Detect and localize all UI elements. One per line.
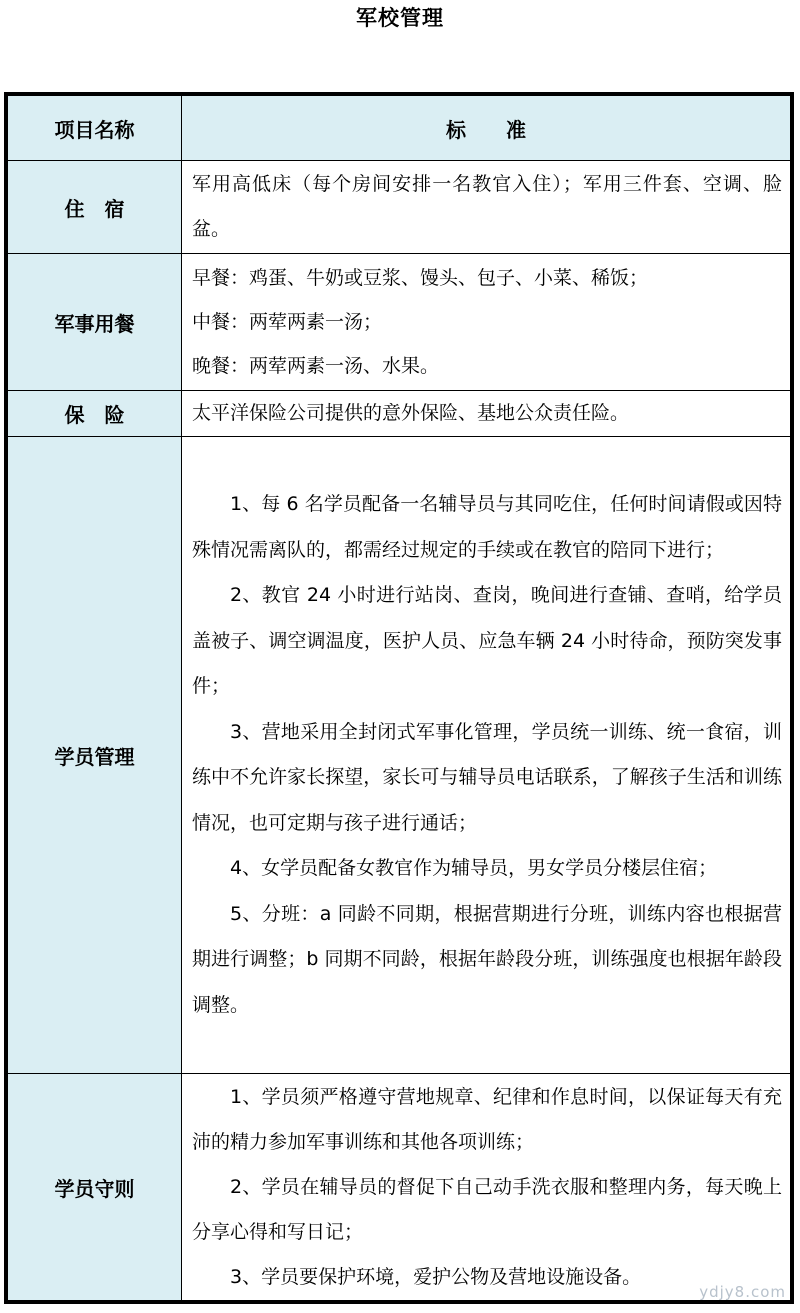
rules-item-3: 3、学员要保护环境，爱护公物及营地设施设备。 — [230, 1265, 642, 1288]
table-row-meals — [8, 254, 791, 391]
row-label-meals: 军事用餐 — [8, 254, 182, 391]
management-item-2: 2、教官 24 小时进行站岗、查岗，晚间进行查铺、查哨，给学员盖被子、调空调温度，医护人员、应急车辆 24 小时待命，预防突发事件； — [192, 584, 782, 697]
meal-lunch: 中餐：两荤两素一汤； — [192, 311, 383, 333]
header-standard: 标 准 — [182, 96, 791, 161]
table-header-row — [8, 96, 791, 161]
row-label-management: 学员管理 — [8, 437, 182, 1074]
row-content-insurance — [182, 391, 791, 437]
management-item-4: 4、女学员配备女教官作为辅导员，男女学员分楼层住宿； — [230, 857, 718, 879]
lodging-text: 军用高低床（每个房间安排一名教官入住）；军用三件套、空调、脸盆。 — [192, 173, 782, 240]
meal-dinner: 晚餐：两荤两素一汤、水果。 — [192, 355, 440, 377]
row-label-lodging: 住 宿 — [8, 161, 182, 254]
management-item-3: 3、营地采用全封闭式军事化管理，学员统一训练、统一食宿，训练中不允许家长探望，家长可与辅导员电话联系，了解孩子生活和训练情况，也可定期与孩子进行通话； — [192, 720, 782, 834]
row-label-rules: 学员守则 — [8, 1074, 182, 1301]
insurance-text: 太平洋保险公司提供的意外保险、基地公众责任险。 — [192, 402, 630, 424]
row-content-lodging — [182, 161, 791, 254]
row-content-meals — [182, 254, 791, 391]
management-item-1: 1、每 6 名学员配备一名辅导员与其同吃住，任何时间请假或因特殊情况需离队的，都需经过规定的手续或在教官的陪同下进行； — [192, 493, 782, 561]
table-row-management — [8, 437, 791, 1074]
meal-breakfast: 早餐：鸡蛋、牛奶或豆浆、馒头、包子、小菜、稀饭； — [192, 267, 649, 289]
rules-item-2: 2、学员在辅导员的督促下自己动手洗衣服和整理内务，每天晚上分享心得和写日记； — [192, 1175, 782, 1243]
table-row-rules — [8, 1074, 791, 1301]
page-title: 军校管理 — [356, 6, 444, 30]
table-row-lodging — [8, 161, 791, 254]
watermark-text: ydjy8.com — [699, 1283, 786, 1301]
header-item-name: 项目名称 — [8, 96, 182, 161]
rules-item-1: 1、学员须严格遵守营地规章、纪律和作息时间，以保证每天有充沛的精力参加军事训练和其他各项训练； — [192, 1085, 782, 1153]
management-item-5: 5、分班：a 同龄不同期，根据营期进行分班，训练内容也根据营期进行调整；b 同期不同龄，根据年龄段分班，训练强度也根据年龄段调整。 — [192, 902, 782, 1016]
standards-table — [4, 92, 794, 1304]
row-content-rules — [182, 1074, 791, 1301]
table-row-insurance — [8, 391, 791, 437]
row-label-insurance: 保 险 — [8, 391, 182, 437]
row-content-management — [182, 437, 791, 1074]
